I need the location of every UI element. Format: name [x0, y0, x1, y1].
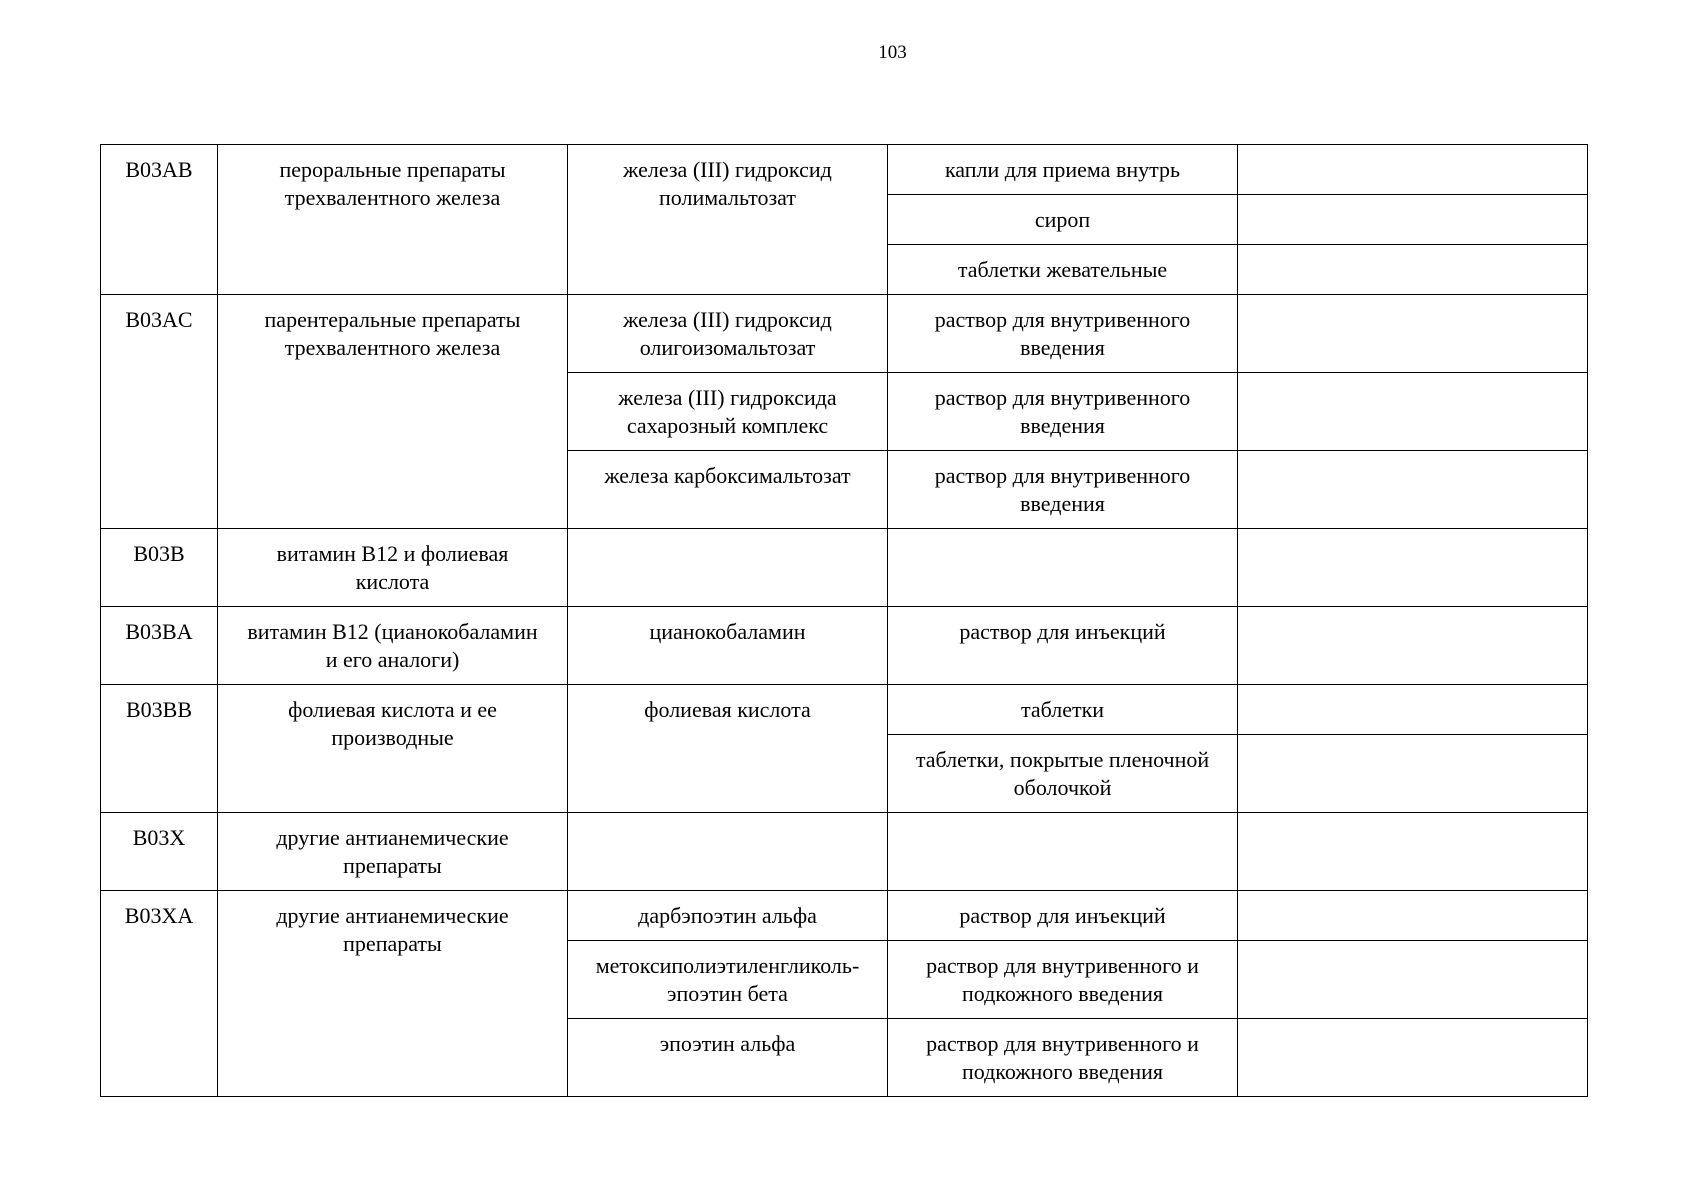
- dosage-form-cell: раствор для внутривенного и подкожного введения: [888, 1019, 1238, 1097]
- group-name-cell: пероральные препараты трехвалентного железа: [218, 145, 568, 295]
- dosage-form-cell: раствор для внутривенного введения: [888, 295, 1238, 373]
- dosage-form-cell: сироп: [888, 195, 1238, 245]
- dosage-form-cell: раствор для внутривенного введения: [888, 373, 1238, 451]
- substance-cell: железа (III) гидроксида сахарозный комплекс: [568, 373, 888, 451]
- drug-table: [100, 144, 1588, 1097]
- table-row: [101, 607, 1588, 685]
- table-row: [101, 145, 1588, 195]
- substance-cell: [568, 529, 888, 607]
- atc-code-cell: B03B: [101, 529, 218, 607]
- substance-cell: фолиевая кислота: [568, 685, 888, 813]
- empty-cell: [1238, 451, 1588, 529]
- atc-code-cell: B03AB: [101, 145, 218, 295]
- dosage-form-cell: таблетки: [888, 685, 1238, 735]
- table-row: [101, 891, 1588, 941]
- substance-cell: [568, 813, 888, 891]
- atc-code-cell: B03X: [101, 813, 218, 891]
- dosage-form-cell: раствор для внутривенного и подкожного введения: [888, 941, 1238, 1019]
- empty-cell: [1238, 1019, 1588, 1097]
- substance-cell: железа (III) гидроксид полимальтозат: [568, 145, 888, 295]
- atc-code-cell: B03BA: [101, 607, 218, 685]
- table-row: [101, 529, 1588, 607]
- dosage-form-cell: капли для приема внутрь: [888, 145, 1238, 195]
- dosage-form-cell: [888, 529, 1238, 607]
- substance-cell: метоксиполиэтиленгликоль- эпоэтин бета: [568, 941, 888, 1019]
- empty-cell: [1238, 195, 1588, 245]
- substance-cell: железа карбоксимальтозат: [568, 451, 888, 529]
- empty-cell: [1238, 607, 1588, 685]
- empty-cell: [1238, 685, 1588, 735]
- group-name-cell: фолиевая кислота и ее производные: [218, 685, 568, 813]
- dosage-form-cell: раствор для инъекций: [888, 607, 1238, 685]
- empty-cell: [1238, 245, 1588, 295]
- atc-code-cell: B03XA: [101, 891, 218, 1097]
- substance-cell: эпоэтин альфа: [568, 1019, 888, 1097]
- group-name-cell: витамин B12 (цианокобаламин и его аналоги): [218, 607, 568, 685]
- table-row: [101, 295, 1588, 373]
- group-name-cell: парентеральные препараты трехвалентного железа: [218, 295, 568, 529]
- dosage-form-cell: [888, 813, 1238, 891]
- dosage-form-cell: раствор для внутривенного введения: [888, 451, 1238, 529]
- atc-code-cell: B03AC: [101, 295, 218, 529]
- dosage-form-cell: раствор для инъекций: [888, 891, 1238, 941]
- empty-cell: [1238, 941, 1588, 1019]
- table-row: [101, 813, 1588, 891]
- group-name-cell: витамин B12 и фолиевая кислота: [218, 529, 568, 607]
- empty-cell: [1238, 891, 1588, 941]
- substance-cell: цианокобаламин: [568, 607, 888, 685]
- empty-cell: [1238, 813, 1588, 891]
- table-row: [101, 685, 1588, 735]
- group-name-cell: другие антианемические препараты: [218, 891, 568, 1097]
- atc-code-cell: B03BB: [101, 685, 218, 813]
- group-name-cell: другие антианемические препараты: [218, 813, 568, 891]
- empty-cell: [1238, 145, 1588, 195]
- dosage-form-cell: таблетки жевательные: [888, 245, 1238, 295]
- substance-cell: дарбэпоэтин альфа: [568, 891, 888, 941]
- substance-cell: железа (III) гидроксид олигоизомальтозат: [568, 295, 888, 373]
- page-number: 103: [878, 42, 907, 63]
- dosage-form-cell: таблетки, покрытые пленочной оболочкой: [888, 735, 1238, 813]
- empty-cell: [1238, 373, 1588, 451]
- empty-cell: [1238, 295, 1588, 373]
- empty-cell: [1238, 529, 1588, 607]
- empty-cell: [1238, 735, 1588, 813]
